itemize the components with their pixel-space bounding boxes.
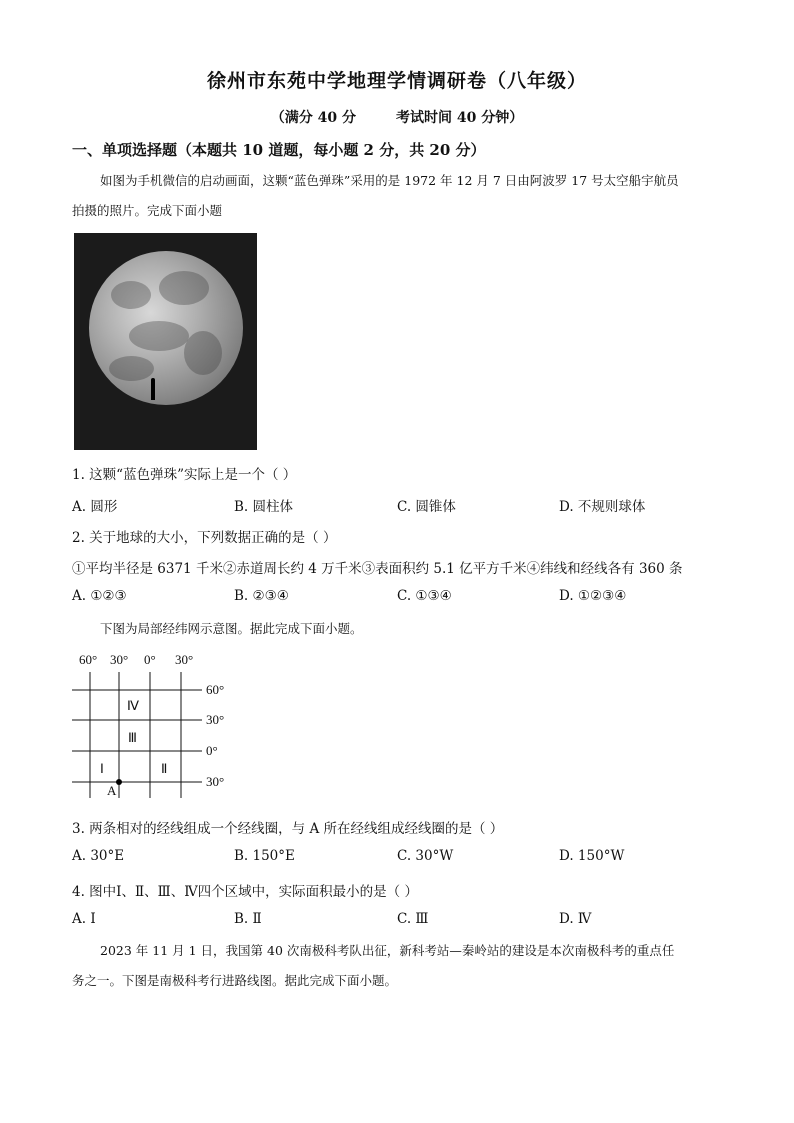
q1-option-d[interactable]: D. 不规则球体 <box>559 499 646 515</box>
section-heading: 一、单项选择题（本题共 10 道题，每小题 2 分，共 20 分） <box>72 141 486 159</box>
q3-stem: 3. 两条相对的经线组成一个经线圈，与 A 所在经线组成经线圈的是（ ） <box>72 821 504 837</box>
lat-label-30n: 30° <box>206 712 225 727</box>
q4-option-a[interactable]: A. Ⅰ <box>72 911 96 927</box>
q1-stem: 1. 这颗“蓝色弹珠”实际上是一个（ ） <box>72 467 297 483</box>
intro-paragraph-2 <box>72 614 722 644</box>
region-iii-label: Ⅲ <box>128 730 137 745</box>
intro-2-line-1: 下图为局部经纬网示意图。据此完成下面小题。 <box>100 621 363 636</box>
q4-option-d[interactable]: D. Ⅳ <box>559 911 592 927</box>
q1-option-b[interactable]: B. 圆柱体 <box>234 499 294 515</box>
q4-option-c[interactable]: C. Ⅲ <box>397 911 429 927</box>
intro-1-line-2: 拍摄的照片。完成下面小题 <box>72 203 223 218</box>
intro-paragraph-3 <box>72 936 722 996</box>
region-iv-label: Ⅳ <box>127 698 139 713</box>
q4-stem: 4. 图中Ⅰ、Ⅱ、Ⅲ、Ⅳ四个区域中，实际面积最小的是（ ） <box>72 884 418 900</box>
q1-option-a[interactable]: A. 圆形 <box>72 499 118 515</box>
q3-option-b[interactable]: B. 150°E <box>234 848 295 864</box>
blue-marble-photo <box>74 233 257 450</box>
point-a-marker <box>116 779 122 785</box>
intro-paragraph-1 <box>72 166 722 226</box>
q3-option-a[interactable]: A. 30°E <box>72 848 125 864</box>
lon-label-30w: 30° <box>110 652 129 667</box>
lon-label-60: 60° <box>79 652 98 667</box>
intro-1-line-1: 如图为手机微信的启动画面，这颗“蓝色弹珠”采用的是 1972 年 12 月 7 日由阿波罗 17 号太空船宇航员 <box>100 173 679 188</box>
q3-option-c[interactable]: C. 30°W <box>397 848 454 864</box>
region-i-label: Ⅰ <box>100 761 104 776</box>
lat-lon-grid-diagram <box>72 648 272 803</box>
q2-option-c[interactable]: C. ①③④ <box>397 588 452 604</box>
lat-label-60: 60° <box>206 682 225 697</box>
time-info: 考试时间 40 分钟） <box>396 110 524 126</box>
q2-stem: 2. 关于地球的大小，下列数据正确的是（ ） <box>72 530 337 546</box>
q2-option-d[interactable]: D. ①②③④ <box>559 588 627 604</box>
exam-info <box>0 107 794 127</box>
q3-option-d[interactable]: D. 150°W <box>559 848 625 864</box>
lon-label-0: 0° <box>144 652 156 667</box>
lat-label-0: 0° <box>206 743 218 758</box>
point-a-label: A <box>107 783 117 798</box>
q4-option-b[interactable]: B. Ⅱ <box>234 911 262 927</box>
intro-3-line-2: 务之一。下图是南极科考行进路线图。据此完成下面小题。 <box>72 973 398 988</box>
lon-label-30e: 30° <box>175 652 194 667</box>
score-info: （满分 40 分 <box>270 110 356 126</box>
page-title: 徐州市东苑中学地理学情调研卷（八年级） <box>206 70 587 92</box>
region-ii-label: Ⅱ <box>161 761 168 776</box>
lat-label-30s: 30° <box>206 774 225 789</box>
q2-statement: ①平均半径是 6371 千米②赤道周长约 4 万千米③表面积约 5.1 亿平方千米④纬线和经线各有 360 条 <box>72 561 683 577</box>
astronaut-silhouette <box>151 378 155 400</box>
intro-3-line-1: 2023 年 11 月 1 日，我国第 40 次南极科考队出征，新科考站—秦岭站的建设是本次南极科考的重点任 <box>100 943 675 958</box>
q1-option-c[interactable]: C. 圆锥体 <box>397 499 456 515</box>
earth-image <box>89 251 243 405</box>
q2-option-a[interactable]: A. ①②③ <box>72 588 127 604</box>
q2-option-b[interactable]: B. ②③④ <box>234 588 289 604</box>
